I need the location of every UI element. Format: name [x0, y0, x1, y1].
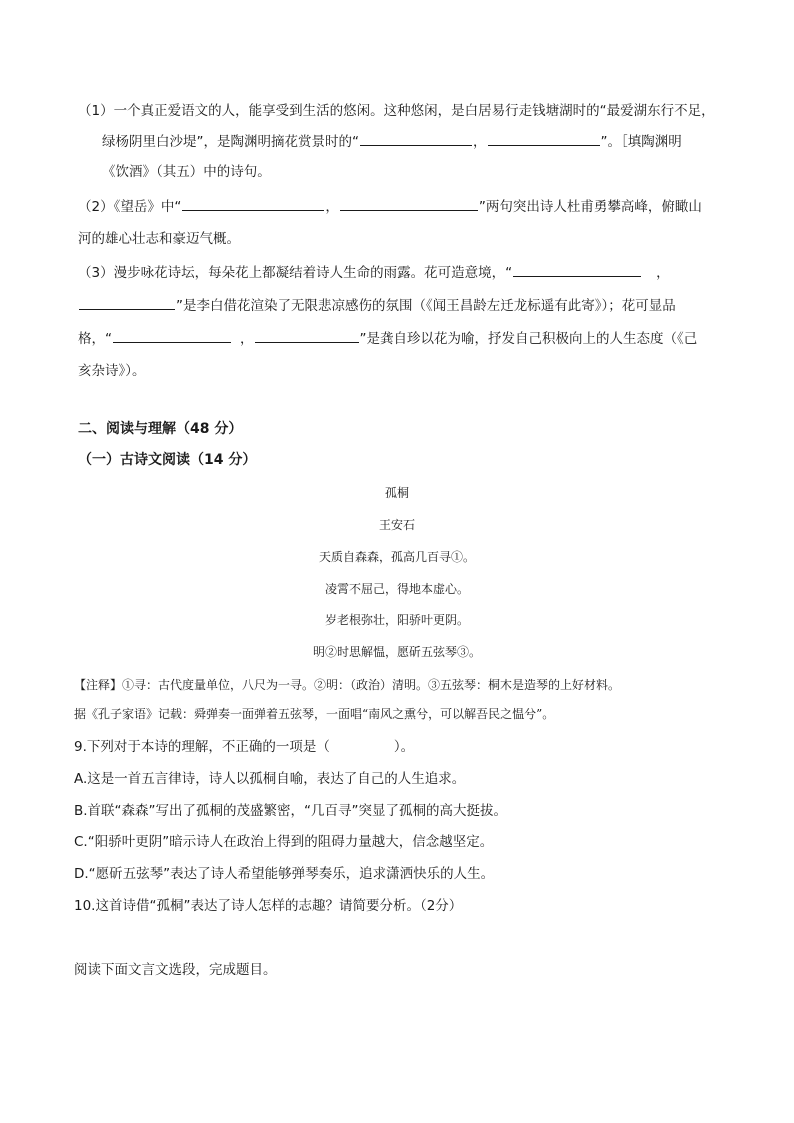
q1-line2-sep: ，: [473, 134, 487, 150]
q3-blank-4[interactable]: [255, 328, 359, 343]
q3-blank-2[interactable]: [79, 295, 175, 310]
q9-option-b: B.首联“森森”写出了孤桐的茂盛繁密，“几百寻”突显了孤桐的高大挺拔。: [74, 803, 508, 819]
q2-line1-text-a: （2）《望岳》中“: [78, 199, 182, 215]
q3-line3: [78, 328, 778, 349]
q2-blank-2[interactable]: [340, 196, 478, 211]
poem-line-1: 天质自森森，孤高几百寻①。: [318, 550, 475, 564]
q1-blank-1[interactable]: [360, 131, 472, 146]
q2-blank-1[interactable]: [182, 196, 324, 211]
q9-stem-end: ）。: [393, 739, 415, 755]
q3-line4: 亥杂诗》）。: [78, 363, 146, 379]
section2-title: 二、阅读与理解（48 分）: [78, 421, 243, 437]
q3-line2: [78, 295, 778, 316]
poem-title: 孤桐: [384, 486, 409, 500]
section2-subtitle: （一）古诗文阅读（14 分）: [78, 452, 257, 468]
q9-option-a: A.这是一首五言律诗，诗人以孤桐自喻，表达了自己的人生追求。: [74, 771, 466, 787]
q1-line3: 《饮酒》（其五）中的诗句。: [102, 164, 271, 180]
q1-blank-2[interactable]: [488, 131, 600, 146]
reading-instruction: 阅读下面文言文选段，完成题目。: [74, 962, 277, 978]
q10-stem: 10.这首诗借“孤桐”表达了诗人怎样的志趣？请简要分析。（2分）: [74, 898, 463, 914]
q1-line2-text-b: ”。［填陶渊明: [600, 134, 682, 150]
q2-line1-sep: ，: [325, 199, 339, 215]
q2-line2: 河的雄心壮志和豪迈气概。: [78, 231, 240, 247]
q3-blank-1[interactable]: [513, 262, 641, 277]
q9-option-d: D.“愿斫五弦琴”表达了诗人希望能够弹琴奏乐，追求潇洒快乐的人生。: [74, 866, 495, 882]
poem-line-2: 凌霄不屈己，得地本虚心。: [324, 582, 469, 596]
q2-line1-text-b: ”两句突出诗人杜甫勇攀高峰，俯瞰山: [478, 199, 702, 215]
note-line-1: 【注释】①寻：古代度量单位，八尺为一寻。②明：（政治）清明。③五弦琴：桐木是造琴的上好材料。: [74, 678, 621, 692]
poem-line-4: 明②时思解愠，愿斫五弦琴③。: [312, 645, 481, 659]
poem-line-3: 岁老根弥壮，阳骄叶更阴。: [324, 613, 469, 627]
note-line-2: 据《孔子家语》记载：舜弹奏一面弹着五弦琴，一面唱“南风之熏兮，可以解吾民之愠兮”。: [74, 707, 555, 721]
q3-line2-text: ”是李白借花渲染了无限悲凉感伤的氛围（《闻王昌龄左迁龙标遥有此寄》）；花可显品: [176, 298, 676, 314]
q3-line1-sep: ，: [656, 265, 670, 281]
q3-blank-3[interactable]: [113, 328, 231, 343]
q1-line1: （1）一个真正爱语文的人，能享受到生活的悠闲。这种悠闲，是白居易行走钱塘湖时的“最爱湖东行不足，: [78, 103, 715, 119]
q3-line3-text-b: ”是龚自珍以花为喻，抒发自己积极向上的人生态度（《己: [359, 331, 698, 347]
q9-stem: [74, 737, 784, 757]
q3-line3-text-a: 格，“: [78, 331, 112, 347]
q3-line1: [78, 262, 778, 283]
q3-line1-text: （3）漫步咏花诗坛，每朵花上都凝结着诗人生命的雨露。花可造意境，“: [78, 265, 513, 281]
q1-line2-text-a: 绿杨阴里白沙堤”，是陶渊明摘花赏景时的“: [102, 134, 359, 150]
poem-author: 王安石: [378, 518, 415, 532]
q3-line3-sep: ，: [240, 331, 254, 347]
q9-option-c: C.“阳骄叶更阴”暗示诗人在政治上得到的阻碍力量越大，信念越坚定。: [74, 834, 494, 850]
q9-stem-text: 9.下列对于本诗的理解，不正确的一项是（: [74, 739, 330, 755]
q1-line2: [102, 131, 782, 152]
q2-line1: [78, 196, 778, 217]
